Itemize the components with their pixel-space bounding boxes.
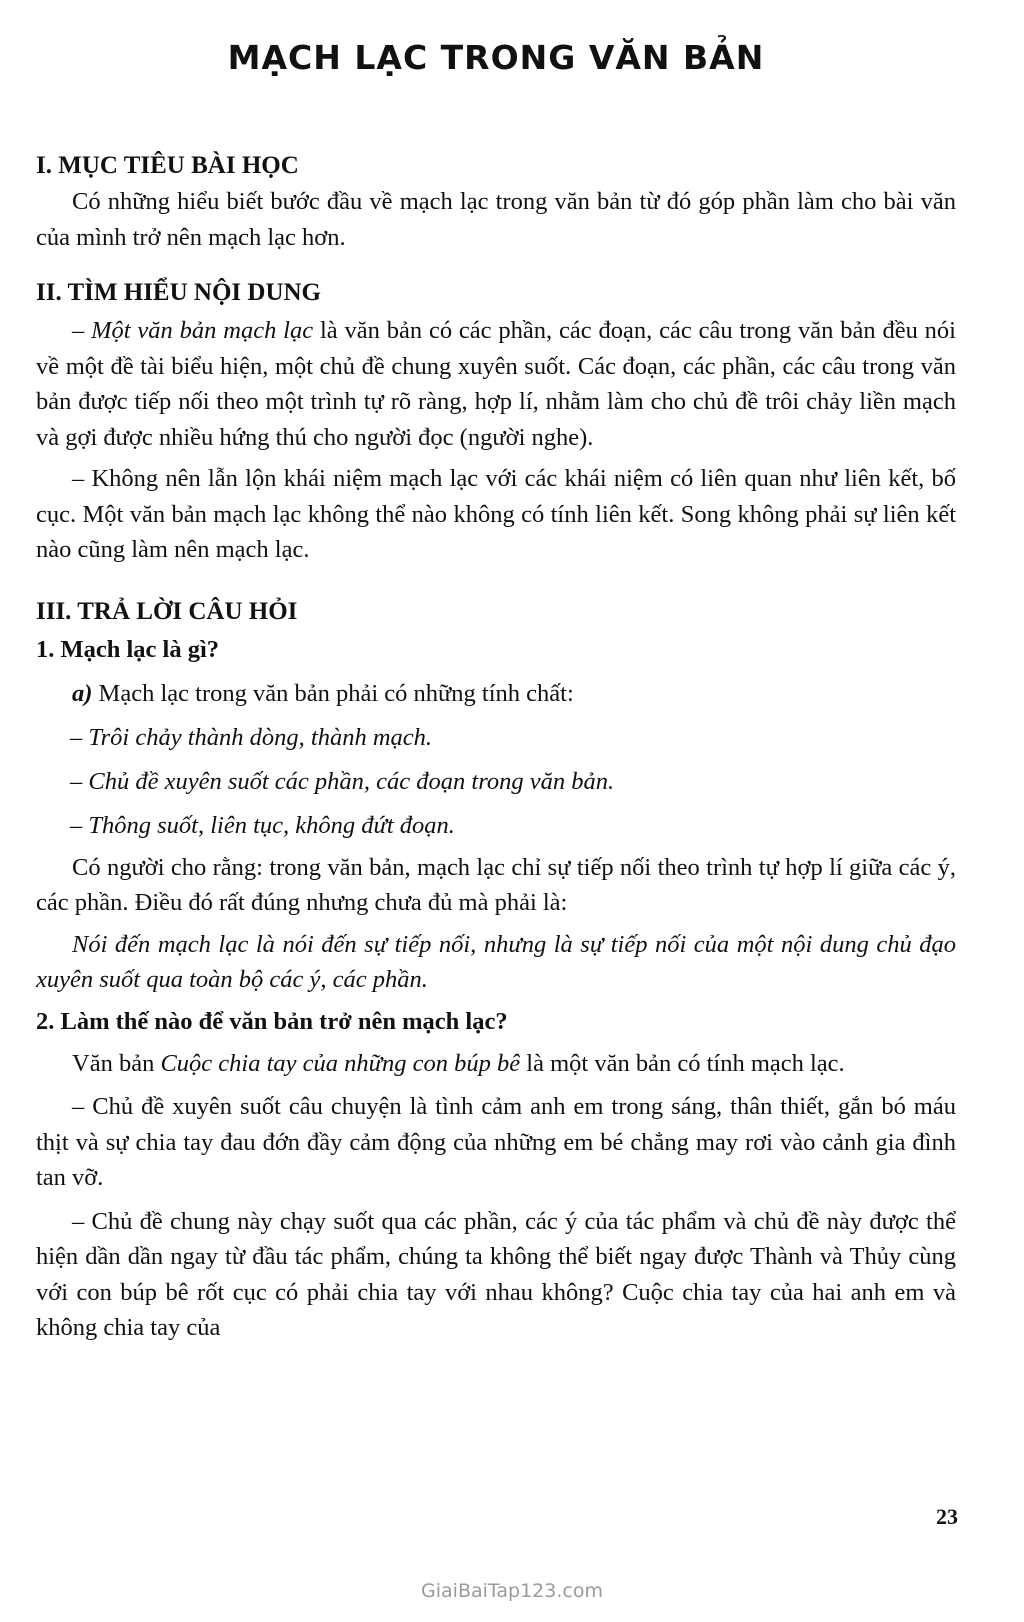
emphasized-paragraph: Nói đến mạch lạc là nói đến sự tiếp nối, nhưng là sự tiếp nối của một nội dung chủ đạo xuyên suốt qua toàn bộ các ý, các phần.: [36, 930, 956, 993]
page-content: [36, 30, 956, 1346]
question-1a: [36, 674, 956, 714]
page-number: 23: [936, 1504, 958, 1529]
story-paragraph: Văn bản Cuộc chia tay của những con búp bê là một văn bản có tính mạch lạc.: [72, 1049, 845, 1077]
term-van-ban-mach-lac: – Một văn bản mạch lạc: [72, 317, 314, 344]
question-1a-text: Mạch lạc trong văn bản phải có những tính chất:: [92, 679, 574, 707]
section-2-heading: II. TÌM HIỂU NỘI DUNG: [36, 279, 321, 306]
question-1: 1. Mạch lạc là gì?: [36, 635, 220, 663]
opinion-paragraph: Có người cho rằng: trong văn bản, mạch lạc chỉ sự tiếp nối theo trình tự hợp lí giữa các ý, các phần. Điều đó rất đúng nhưng chưa đủ mà phải là:: [36, 853, 956, 916]
section-2-paragraph-2: – Không nên lẫn lộn khái niệm mạch lạc với các khái niệm có liên quan như liên kết, bố cục. Một văn bản mạch lạc không thể nào không có tính liên kết. Song không phải sự liên kết nào cũng làm nên mạch lạc.: [36, 465, 956, 563]
page-title: MẠCH LẠC TRONG VĂN BẢN: [227, 38, 765, 77]
question-2: 2. Làm thế nào để văn bản trở nên mạch lạc?: [36, 1007, 508, 1035]
bullet-item: – Chủ đề xuyên suốt các phần, các đoạn trong văn bản.: [70, 767, 615, 795]
bullet-item: – Thông suốt, liên tục, không đứt đoạn.: [70, 811, 455, 839]
section-1-heading: I. MỤC TIÊU BÀI HỌC: [36, 152, 299, 179]
theme-paragraph-1: – Chủ đề xuyên suốt câu chuyện là tình cảm anh em trong sáng, thân thiết, gắn bó máu thịt và sự chia tay đau đớn đầy cảm động của những em bé chẳng may rơi vào cảnh gia đình tan vỡ.: [36, 1093, 956, 1191]
watermark: GiaiBaiTap123.com: [421, 1580, 603, 1602]
bullet-item: – Trôi chảy thành dòng, thành mạch.: [70, 723, 433, 751]
section-1-text: Có những hiểu biết bước đầu về mạch lạc trong văn bản từ đó góp phần làm cho bài văn của mình trở nên mạch lạc hơn.: [36, 188, 956, 251]
section-2-paragraph-1: [36, 313, 956, 455]
theme-paragraph-2: – Chủ đề chung này chạy suốt qua các phần, các ý của tác phẩm và chủ đề này được thể hiện dần dần ngay từ đầu tác phẩm, chúng ta không thể biết ngay được Thành và Thủy cùng với con búp bê rốt cục có phải chia tay với nhau không? Cuộc chia tay của hai anh em và không chia tay của: [36, 1207, 956, 1341]
definition-text: là văn bản có các phần, các đoạn, các câu trong văn bản đều nói về một đề tài biểu hiện, một chủ đề chung xuyên suốt. Các đoạn, các phần, các câu trong văn bản được tiếp nối theo một trình tự rõ ràng, hợp lí, nhằm làm cho chủ đề trôi chảy liền mạch và gợi được nhiều hứng thú cho người đọc (người nghe).: [36, 317, 956, 451]
section-3-heading: III. TRẢ LỜI CÂU HỎI: [36, 597, 298, 625]
story-title: Cuộc chia tay của những con búp bê: [160, 1049, 521, 1077]
question-1a-label: a): [72, 679, 93, 707]
